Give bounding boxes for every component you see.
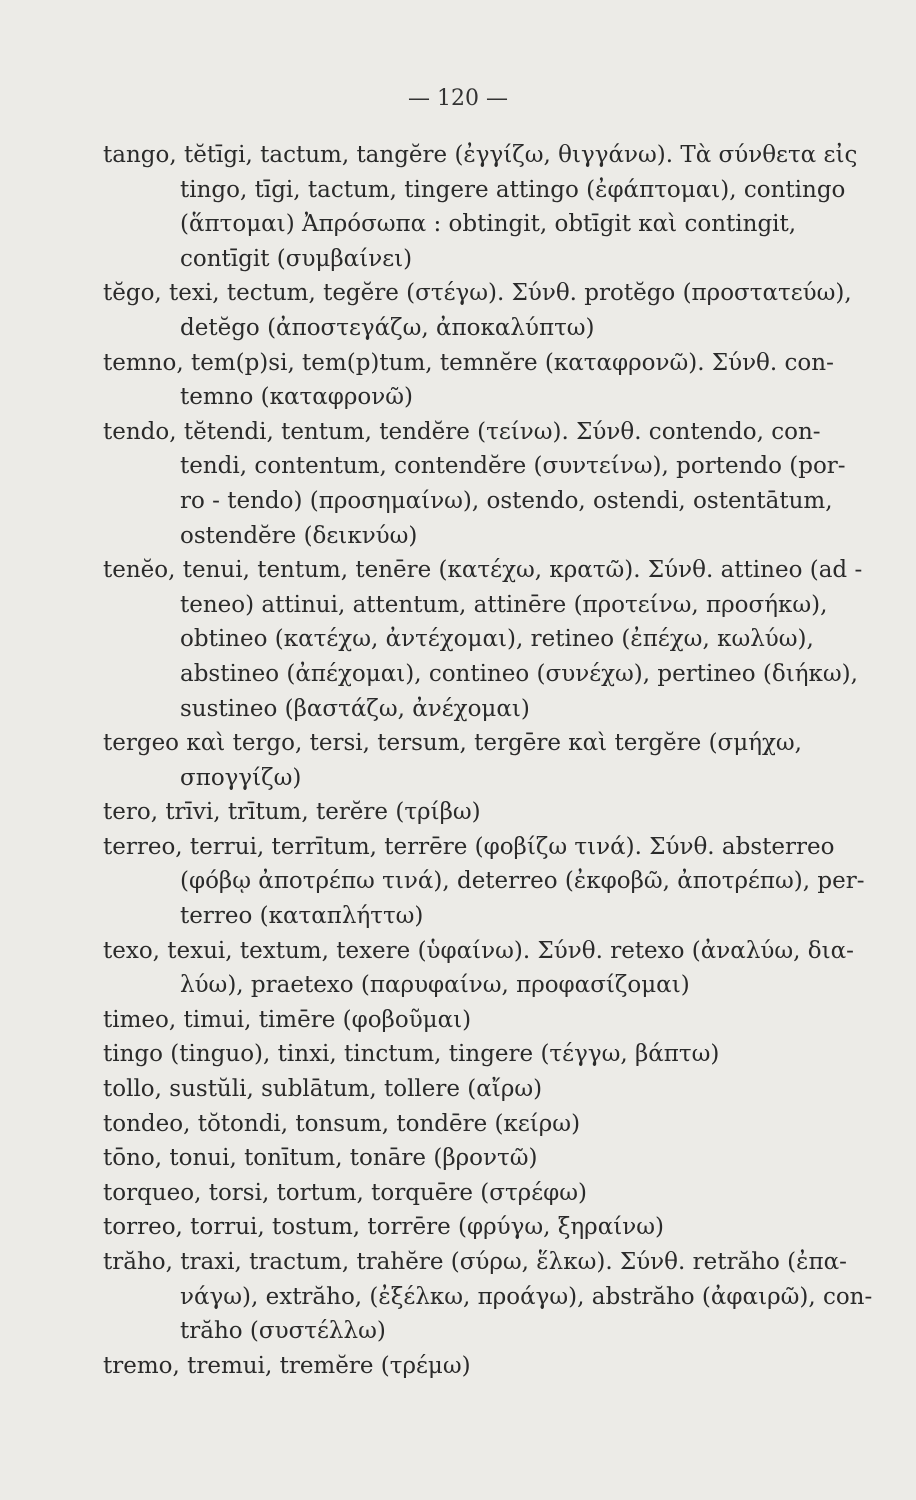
entry-continuation-line: teneo) attinui, attentum, attinēre (προτείνω, προσήκω), [180, 591, 828, 618]
dictionary-entry [0, 553, 916, 726]
dictionary-entry [0, 1245, 916, 1349]
entry-continuation-line: ro - tendo) (προσημαίνω), ostendo, ostendi, ostentātum, [180, 487, 833, 514]
page-number: — 120 — [408, 86, 508, 111]
entry-headline: torreo, torrui, tostum, torrēre (φρύγω, ξηραίνω) [103, 1214, 664, 1241]
dictionary-entry [0, 726, 916, 795]
entry-headline: terreo, terrui, terrītum, terrēre (φοβίζω τινά). Σύνθ. absterreo [103, 833, 835, 860]
entry-continuation-line: abstineo (ἀπέχομαι), contineo (συνέχω), pertineo (διήκω), [180, 660, 858, 687]
entry-continuation-line: (φόβῳ ἀποτρέπω τινά), deterreo (ἐκφοβῶ, ἀποτρέπω), per- [180, 868, 865, 895]
dictionary-entries [0, 138, 916, 1383]
entry-continuation-line: νάγω), extrăho, (ἐξέλκω, προάγω), abstrăho (ἀφαιρῶ), con- [180, 1283, 873, 1310]
entry-continuation-line: σπογγίζω) [180, 764, 302, 791]
entry-headline: tondeo, tŏtondi, tonsum, tondēre (κείρω) [103, 1110, 581, 1137]
entry-headline: tero, trīvi, trītum, terĕre (τρίβω) [103, 799, 481, 826]
entry-headline: tĕgo, texi, tectum, tegĕre (στέγω). Σύνθ. protĕgo (προστατεύω), [103, 280, 852, 307]
dictionary-entry [0, 1210, 916, 1245]
entry-continuation-line: sustineo (βαστάζω, ἀνέχομαι) [180, 695, 530, 722]
entry-headline: tingo (tinguo), tinxi, tinctum, tingere (τέγγω, βάπτω) [103, 1041, 720, 1068]
dictionary-entry [0, 1072, 916, 1107]
entry-headline: timeo, timui, timēre (φοβοῦμαι) [103, 1006, 472, 1033]
dictionary-entry [0, 1141, 916, 1176]
entry-headline: tango, tĕtīgi, tactum, tangĕre (ἐγγίζω, θιγγάνω). Τὰ σύνθετα εἰς [103, 142, 858, 168]
entry-headline: temno, tem(p)si, tem(p)tum, temnĕre (καταφρονῶ). Σύνθ. con- [103, 349, 834, 376]
entry-headline: tendo, tĕtendi, tentum, tendĕre (τείνω). Σύνθ. contendo, con- [103, 418, 821, 445]
dictionary-entry [0, 1037, 916, 1072]
entry-continuation-line: trăho (συστέλλω) [180, 1318, 386, 1345]
dictionary-entry [0, 138, 916, 276]
entry-headline: torqueo, torsi, tortum, torquēre (στρέφω) [103, 1179, 587, 1206]
entry-continuation-line: terreo (καταπλήττω) [180, 903, 424, 930]
dictionary-entry [0, 934, 916, 1003]
entry-headline: tenĕo, tenui, tentum, tenēre (κατέχω, κρατῶ). Σύνθ. attineo (ad - [103, 557, 863, 584]
entry-continuation-line: tendi, contentum, contendĕre (συντείνω), portendo (por- [180, 453, 846, 480]
dictionary-entry [0, 795, 916, 830]
entry-continuation-line: tingo, tīgi, tactum, tingere attingo (ἐφάπτομαι), contingo [180, 176, 846, 203]
dictionary-entry [0, 1349, 916, 1384]
entry-continuation-line: ostendĕre (δεικνύω) [180, 522, 418, 549]
entry-continuation-line: temno (καταφρονῶ) [180, 384, 413, 411]
dictionary-entry [0, 346, 916, 415]
dictionary-entry [0, 415, 916, 553]
entry-continuation-line: λύω), praetexo (παρυφαίνω, προφασίζομαι) [180, 972, 690, 999]
dictionary-entry [0, 1176, 916, 1211]
dictionary-entry [0, 1107, 916, 1142]
entry-continuation-line: contīgit (συμβαίνει) [180, 245, 413, 272]
dictionary-entry [0, 276, 916, 345]
entry-headline: tergeo καὶ tergo, tersi, tersum, tergēre καὶ tergĕre (σμήχω, [103, 730, 802, 757]
entry-continuation-line: detĕgo (ἀποστεγάζω, ἀποκαλύπτω) [180, 314, 595, 341]
dictionary-entry [0, 1003, 916, 1038]
entry-continuation-line: obtineo (κατέχω, ἀντέχομαι), retineo (ἐπέχω, κωλύω), [180, 626, 814, 653]
entry-continuation-line: (ἅπτομαι) Ἀπρόσωπα : obtingit, obtīgit καὶ contingit, [180, 211, 797, 238]
entry-headline: tollo, sustŭli, sublātum, tollere (αἴρω) [103, 1076, 543, 1103]
entry-headline: tōno, tonui, tonītum, tonāre (βροντῶ) [103, 1145, 538, 1172]
entry-headline: tremo, tremui, tremĕre (τρέμω) [103, 1352, 471, 1379]
entry-headline: trăho, traxi, tractum, trahĕre (σύρω, ἕλκω). Σύνθ. retrăho (ἐπα- [103, 1249, 847, 1275]
dictionary-entry [0, 830, 916, 934]
entry-headline: texo, texui, textum, texere (ὑφαίνω). Σύνθ. retexo (ἀναλύω, δια- [103, 937, 854, 964]
